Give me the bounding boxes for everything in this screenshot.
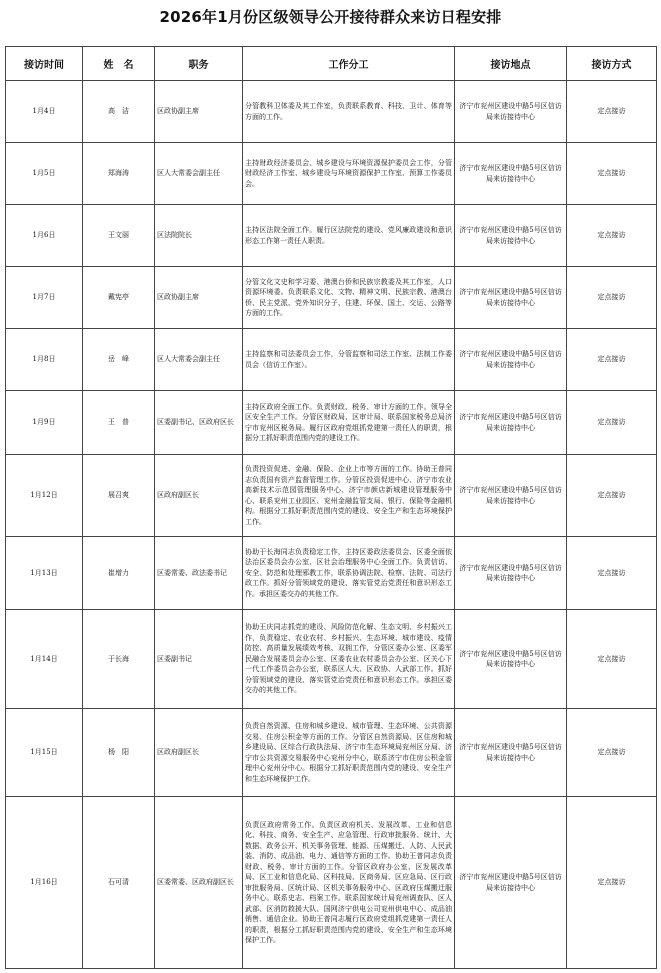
cell-method: 定点接访 [567,267,657,329]
cell-name: 高 洁 [83,81,155,143]
header-row [6,47,657,81]
cell-duties: 主持区政府全面工作。负责财政、税务、审计方面的工作。领导全区安全生产工作。分管区财政局、区审计局、联系国家税务总局济宁市兖州区税务局。履行区政府党组抓党建第一责任人的职责，根据分工抓好职责范围内党的建设工作。 [243,391,455,455]
cell-method: 定点接访 [567,81,657,143]
table-row [6,143,657,205]
cell-name: 郑海涛 [83,143,155,205]
cell-method: 定点接访 [567,455,657,537]
cell-position: 区政协副主席 [155,81,243,143]
cell-method: 定点接访 [567,143,657,205]
cell-name: 展召爽 [83,455,155,537]
cell-method: 定点接访 [567,205,657,267]
cell-date: 1月12日 [6,455,83,537]
cell-method: 定点接访 [567,329,657,391]
cell-date: 1月8日 [6,329,83,391]
cell-duties: 分管教科卫体委及其工作室，负责联系教育、科技、卫计、体育等方面的工作。 [243,81,455,143]
cell-duties: 负责投资促进、金融、保险、企业上市等方面的工作。协助王普同志负责国有资产监督管理工作。分管区投资促进中心、济宁市农业高新技术示范园管理服务中心、济宁市颜店新城建设管理服务中心、联系兖州工业园区、兖州金融监管支局、银行、保险等金融机构。根据分工抓好职责范围内党的建设、安全生产和生态环境保护工作。 [243,455,455,537]
cell-location: 济宁市兖州区建设中路5号区信访局来访接待中心 [455,709,567,797]
cell-name: 王 普 [83,391,155,455]
cell-method: 定点接访 [567,537,657,610]
table-row [6,329,657,391]
cell-date: 1月15日 [6,709,83,797]
cell-position: 区人大常委会副主任 [155,143,243,205]
cell-duties: 主持区法院全面工作。履行区法院党的建设、党风廉政建设和意识形态工作第一责任人职责。 [243,205,455,267]
cell-position: 区委常委、区政府副区长 [155,797,243,969]
header-date: 接访时间 [6,47,83,81]
cell-position: 区委副书记 [155,610,243,709]
cell-duties: 主持监察和司法委员会工作，分管监察和司法工作室、法制工作委员会（信访工作室）。 [243,329,455,391]
header-position: 职务 [155,47,243,81]
cell-location: 济宁市兖州区建设中路5号区信访局来访接待中心 [455,455,567,537]
cell-method: 定点接访 [567,709,657,797]
cell-date: 1月9日 [6,391,83,455]
header-method: 接访方式 [567,47,657,81]
cell-location: 济宁市兖州区建设中路5号区信访局来访接待中心 [455,329,567,391]
cell-date: 1月4日 [6,81,83,143]
cell-position: 区政府副区长 [155,455,243,537]
cell-name: 王文丽 [83,205,155,267]
table-row [6,267,657,329]
table-row [6,391,657,455]
table-row [6,610,657,709]
cell-location: 济宁市兖州区建设中路5号区信访局来访接待中心 [455,267,567,329]
cell-name: 岳 峰 [83,329,155,391]
cell-position: 区法院院长 [155,205,243,267]
cell-method: 定点接访 [567,610,657,709]
table-row [6,709,657,797]
cell-position: 区政协副主席 [155,267,243,329]
cell-location: 济宁市兖州区建设中路5号区信访局来访接待中心 [455,610,567,709]
cell-location: 济宁市兖州区建设中路5号区信访局来访接待中心 [455,143,567,205]
cell-duties: 分管文化文史和学习委、港澳台侨和民族宗教委及其工作室，人口资源环境委。负责联系文化、文物、精神文明、民族宗教、港澳台侨、民主党派、党外知识分子、住建、环保、国土、交运、公路等方面的工作。 [243,267,455,329]
header-name: 姓 名 [83,47,155,81]
cell-method: 定点接访 [567,797,657,969]
page-title: 2026年1月份区级领导公开接待群众来访日程安排 [159,8,502,26]
cell-name: 石可清 [83,797,155,969]
schedule-table [5,46,657,969]
header-location: 接访地点 [455,47,567,81]
cell-position: 区人大常委会副主任 [155,329,243,391]
table-row [6,81,657,143]
cell-method: 定点接访 [567,391,657,455]
cell-duties: 负责区政府常务工作。负责区政府机关、发展改革、工业和信息化、科技、商务、安全生产、应急管理、行政审批服务、统计、大数据、政务公开、机关事务管理、能源、压煤搬迁、人防、人民武装、消防、成品油、电力、通信等方面的工作。协助王普同志负责财政、税务、审计方面的工作。分管区政府办公室、区发展改革局、区工业和信息化局、区科技局、区商务局、区应急局、区行政审批服务局、区统计局、区机关事务服务中心、区政府压煤搬迁服务中心。联系史志、档案工作。联系国家统计局兖州调查队、区人武部、区消防救援大队、国网济宁供电公司兖州供电中心、成品油销售、通信企业。协助王普同志履行区政府党组抓党建第一责任人的职责，根据分工抓好职责范围内党的建设、安全生产和生态环境保护工作。 [243,797,455,969]
cell-position: 区委常委、政法委书记 [155,537,243,610]
cell-location: 济宁市兖州区建设中路5号区信访局来访接待中心 [455,205,567,267]
cell-position: 区政府副区长 [155,709,243,797]
cell-location: 济宁市兖州区建设中路5号区信访局来访接待中心 [455,391,567,455]
cell-location: 济宁市兖州区建设中路5号区信访局来访接待中心 [455,797,567,969]
cell-date: 1月7日 [6,267,83,329]
cell-name: 戴宪亭 [83,267,155,329]
cell-date: 1月16日 [6,797,83,969]
cell-duties: 负责自然资源、住房和城乡建设、城市管理、生态环境、公共资源交易、住房公积金等方面的工作。分管区自然资源局、区住房和城乡建设局、区综合行政执法局、济宁市生态环境局兖州区分局、济宁市公共资源交易服务中心兖州分中心，联系济宁市住房公积金管理中心兖州分中心。根据分工抓好职责范围内党的建设、安全生产和生态环境保护工作。 [243,709,455,797]
cell-date: 1月6日 [6,205,83,267]
cell-date: 1月13日 [6,537,83,610]
cell-duties: 协助王庆同志抓党的建设、风险防范化解、生态文明、乡村振兴工作，负责稳定、农业农村、乡村振兴、生态环境、城市建设、疫情防控、高质量发展绩效考核、双拥工作，分管区委办公室、区委军民融合发展委员会办公室、区委农业农村委员会办公室、区关心下一代工作委员会办公室，联系区人大、区政协、人武部工作。抓好分管领域党的建设、落实管党治党责任和意识形态工作。承担区委交办的其他工作。 [243,610,455,709]
cell-position: 区委副书记、区政府区长 [155,391,243,455]
table-row [6,205,657,267]
cell-name: 崔增力 [83,537,155,610]
table-row [6,455,657,537]
cell-location: 济宁市兖州区建设中路5号区信访局来访接待中心 [455,537,567,610]
cell-date: 1月5日 [6,143,83,205]
table-row [6,797,657,969]
header-duties: 工作分工 [243,47,455,81]
cell-duties: 协助于长海同志负责稳定工作，主持区委政法委员会、区委全面依法治区委员会办公室、区社会治理服务中心全面工作。负责信访、安全、防范和处理邪教工作，联系协调法院、检察、法院、司法行政工作。抓好分管领域党的建设、落实管党治党责任和意识形态工作。承担区委交办的其他工作。 [243,537,455,610]
cell-name: 于长海 [83,610,155,709]
cell-location: 济宁市兖州区建设中路5号区信访局来访接待中心 [455,81,567,143]
cell-duties: 主持财政经济委员会、城乡建设与环境资源保护委员会工作，分管财政经济工作室、城乡建设与环境资源保护工作室、预算工作委员会。 [243,143,455,205]
cell-name: 杨 阳 [83,709,155,797]
cell-date: 1月14日 [6,610,83,709]
table-row [6,537,657,610]
